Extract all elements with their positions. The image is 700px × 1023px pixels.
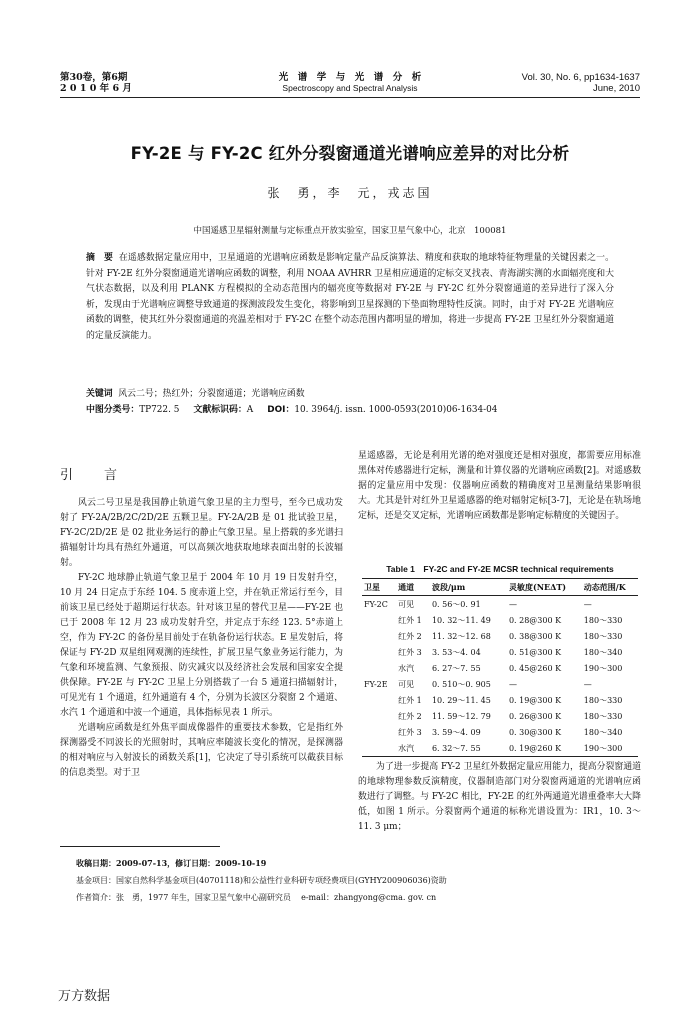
table-row — [362, 740, 638, 757]
footnote-fund: 基金项目：国家自然科学基金项目(40701118)和公益性行业科研专项经费项目(GYHY200906036)资助 — [76, 876, 447, 885]
table-header-cell: 波段/μm — [431, 581, 466, 592]
table-cell: 红外 2 — [398, 711, 422, 721]
table-cell: 红外 3 — [398, 727, 422, 737]
header-date-cn: 2 0 1 0 年 6 月 — [60, 83, 132, 94]
table-cell: 10. 29～11. 45 — [431, 695, 491, 705]
table-cell: 0. 19@260 K — [508, 743, 562, 753]
table-cell: 0. 510～0. 905 — [431, 679, 491, 689]
table-cell: 红外 1 — [398, 695, 422, 705]
classification — [86, 404, 626, 417]
abstract-text: 在遥感数据定量应用中，卫星通道的光谱响应函数是影响定量产品反演算法、精度和获取的地球特征物理量的关键因素之一。针对 FY-2E 红外分裂窗通道光谱响应函数的调整，利用 NOAA AVHRR 卫星相应通道的定标交叉找表、青海湖实测的水面辐亮度和大气状态数据，以及利用 PLANK 方程模拟的全动态范围内的辐亮度等数据对 FY-2E 与 FY-2C 红外分裂窗通道的差异进行了深入分析，发现由于光谱响应调整导致通道的探测波段发生变化，将影响到卫星探测的下垫面物理特性反演。同时，由于对 FY-2E 光谱响应函数的调整，使其红外分裂窗通道的亮温差相对于 FY-2C 在整个动态范围内都明显的增加，将进一步提高 FY-2E 卫星红外分裂窗通道的定量反演能力。 — [86, 253, 614, 341]
table-cell: 11. 32～12. 68 — [431, 631, 491, 641]
table-cell: — — [508, 599, 517, 609]
footnote-received: 收稿日期：2009-07-13，修订日期：2009-10-19 — [76, 858, 267, 868]
table-1 — [362, 578, 638, 757]
doc-code-label: 文献标识码： — [193, 405, 247, 415]
table-row — [362, 596, 638, 613]
table-cell — [362, 628, 396, 644]
table-cell: — — [583, 599, 592, 609]
table-cell: 水汽 — [398, 663, 415, 673]
doc-code-value: A — [246, 405, 254, 415]
table-cell: 0. 19@300 K — [508, 695, 562, 705]
table-cell: 红外 2 — [398, 631, 422, 641]
abstract — [86, 251, 614, 344]
table-row — [362, 660, 638, 676]
header-volume-en: Vol. 30, No. 6, pp1634-1637 — [521, 72, 640, 83]
header-volume-en-block — [522, 72, 640, 94]
table-cell: 0. 26@300 K — [508, 711, 562, 721]
left-column — [60, 496, 343, 781]
table-cell: FY-2C — [364, 599, 388, 609]
header-volume-block — [60, 72, 132, 94]
table-cell: — — [508, 679, 517, 689]
header-volume-cn: 第30卷，第6期 — [60, 72, 128, 83]
table-row — [362, 676, 638, 692]
table-row — [362, 692, 638, 708]
table-cell: 红外 1 — [398, 615, 422, 625]
header-journal-en: Spectroscopy and Spectral Analysis — [282, 83, 418, 93]
table-cell: 190～300 — [583, 743, 623, 753]
table-row — [362, 724, 638, 740]
table-cell: 180～330 — [583, 695, 623, 705]
doi-value: 10. 3964/j. issn. 1000-0593(2010)06-1634-04 — [294, 405, 498, 415]
table-row — [362, 628, 638, 644]
table-cell: 可见 — [398, 599, 415, 609]
intro-paragraph-2: FY-2C 地球静止轨道气象卫星于 2004 年 10 月 19 日发射升空，10 月 24 日定点于东经 104. 5 度赤道上空，并在轨正常运行至今，目前该卫星已经处于超期运行状态。针对该卫星的替代卫星——FY-2E 也已于 2008 年 12 月 23 成功发射升空，并定点于东经 123. 5°赤道上空，作为 FY-2C 的备份星目前处于在轨备份运行状态。E 星发射后，将保证与 FY-2D 双星组网观测的连续性，扩展卫星气象业务运行能力，为气象和环境监测、气象预报、防灾减灾以及经济社会发展和国家安全提供保障。FY-2E 与 FY-2C 卫星上分别搭载了一台 5 通道扫描辐射计，可见光有 1 个通道，红外通道有 4 个，分别为长波区分裂窗 2 个通道、水汽 1 个通道和中波一个通道，具体指标见表 1 所示。 — [60, 573, 343, 718]
intro-paragraph-1: 风云二号卫星是我国静止轨道气象卫星的主力型号，至今已成功发射了 FY-2A/2B/2C/2D/2E 五颗卫星。FY-2A/2B 是 01 批试验卫星，FY-2C/2D/2E 是 02 批业务运行的静止气象卫星。星上搭载的多光谱扫描辐射计均具有热红外通道，可以高频次地获取地球表面出射的长波辐射。 — [60, 498, 343, 568]
wanfang-watermark: 万方数据 — [58, 989, 111, 1004]
table-cell: 11. 59～12. 79 — [431, 711, 491, 721]
intro-paragraph-5: 为了进一步提高 FY-2 卫星红外数据定量应用能力，提高分裂窗通道的地球物理参数反演精度，仪器制造部门对分裂窗两通道的光谱响应函数进行了调整。与 FY-2C 相比，FY-2E 的红外两通道光谱重叠率大大降低，如图 1 所示。分裂窗两个通道的标称光谱设置为：IR1，10. 3～11. 3 μm； — [358, 762, 641, 832]
table-cell — [362, 724, 396, 740]
footnote-rule — [60, 846, 220, 847]
table-header-cell: 卫星 — [364, 581, 380, 592]
table-cell — [362, 708, 396, 724]
header-date-en: June, 2010 — [592, 83, 640, 94]
keywords-text: 风云二号；热红外；分裂窗通道；光谱响应函数 — [118, 389, 305, 399]
table-cell: 180～330 — [583, 615, 623, 625]
table-header-cell: 动态范围/K — [583, 581, 626, 592]
table-cell: 180～340 — [583, 727, 623, 737]
table-cell: 0. 51@300 K — [508, 647, 562, 657]
table-cell: 0. 45@260 K — [508, 663, 562, 673]
intro-paragraph-3: 光谱响应函数是红外焦平面成像器件的重要技术参数，它是指红外探测器受不同波长的光照射时，其响应率随波长变化的情况，是探测器的相对响应与入射波长的函数关系[1]，它决定了导引系统可以截获目标的信息类型。对于卫 — [60, 723, 343, 778]
footnote-author — [76, 889, 636, 906]
table-cell — [362, 660, 396, 676]
authors: 张 勇，李 元，戎志国 — [267, 186, 433, 200]
header-rule — [60, 97, 640, 98]
table-cell: 190～300 — [583, 663, 623, 673]
doi-label: DOI： — [267, 405, 295, 415]
table-cell: 可见 — [398, 679, 415, 689]
footnotes — [76, 855, 636, 906]
footnote-email: e-mail：zhangyong@cma. gov. cn — [301, 893, 437, 902]
table-header-cell: 灵敏度(NEΔT) — [508, 581, 567, 592]
paper-title: FY-2E 与 FY-2C 红外分裂窗通道光谱响应差异的对比分析 — [130, 144, 570, 163]
right-column-bottom — [358, 760, 641, 835]
intro-paragraph-4: 星遥感器，无论是利用光谱的绝对强度还是相对强度，都需要应用标准黑体对传感器进行定标，测量和计算仪器的光谱响应函数[2]。对遥感数据的定量应用中发现：仪器响应函数的精确度对卫星测量结果影响很大。尤其是针对红外卫星遥感器的绝对辐射定标[3-7]，无论是在轨场地定标，还是交叉定标，光谱响应函数都是影响定标精度的关键因子。 — [358, 451, 641, 521]
table-cell — [362, 740, 396, 757]
right-column-top — [358, 449, 641, 524]
table-cell: FY-2E — [364, 679, 388, 689]
table-cell: 10. 32～11. 49 — [431, 615, 491, 625]
table-cell: 0. 38@300 K — [508, 631, 562, 641]
abstract-label: 摘 要 — [86, 253, 114, 263]
table-cell: 0. 30@300 K — [508, 727, 562, 737]
table-cell: 水汽 — [398, 743, 415, 753]
keywords-label: 关键词 — [86, 389, 113, 399]
table-cell: 6. 32～7. 55 — [431, 743, 481, 753]
table-cell: 3. 59～4. 09 — [431, 727, 481, 737]
clc-value: TP722. 5 — [139, 405, 180, 415]
section-heading-intro: 引 言 — [60, 468, 127, 483]
table-1-caption: Table 1 FY-2C and FY-2E MCSR technical requirements — [386, 564, 614, 574]
table-cell: 0. 28@300 K — [508, 615, 562, 625]
header-journal-cn: 光 谱 学 与 光 谱 分 析 — [278, 72, 422, 83]
table-cell — [362, 644, 396, 660]
table-row — [362, 644, 638, 660]
affiliation: 中国遥感卫星辐射测量与定标重点开放实验室，国家卫星气象中心，北京 100081 — [193, 226, 507, 236]
table-cell: — — [583, 679, 592, 689]
table-cell: 180～330 — [583, 631, 623, 641]
table-cell: 0. 56～0. 91 — [431, 599, 481, 609]
header-journal-block — [200, 72, 500, 94]
keywords — [86, 388, 626, 401]
table-cell: 180～330 — [583, 711, 623, 721]
table-cell — [362, 692, 396, 708]
table-header-row — [362, 579, 638, 596]
table-row — [362, 708, 638, 724]
table-cell: 180～340 — [583, 647, 623, 657]
clc-label: 中图分类号： — [86, 405, 140, 415]
table-cell: 3. 53～4. 04 — [431, 647, 481, 657]
footnote-author-info: 作者简介：张 勇，1977 年生，国家卫星气象中心副研究员 — [76, 893, 291, 902]
table-cell: 6. 27～7. 55 — [431, 663, 481, 673]
table-cell — [362, 612, 396, 628]
table-row — [362, 612, 638, 628]
table-cell: 红外 3 — [398, 647, 422, 657]
table-header-cell: 通道 — [398, 581, 415, 592]
